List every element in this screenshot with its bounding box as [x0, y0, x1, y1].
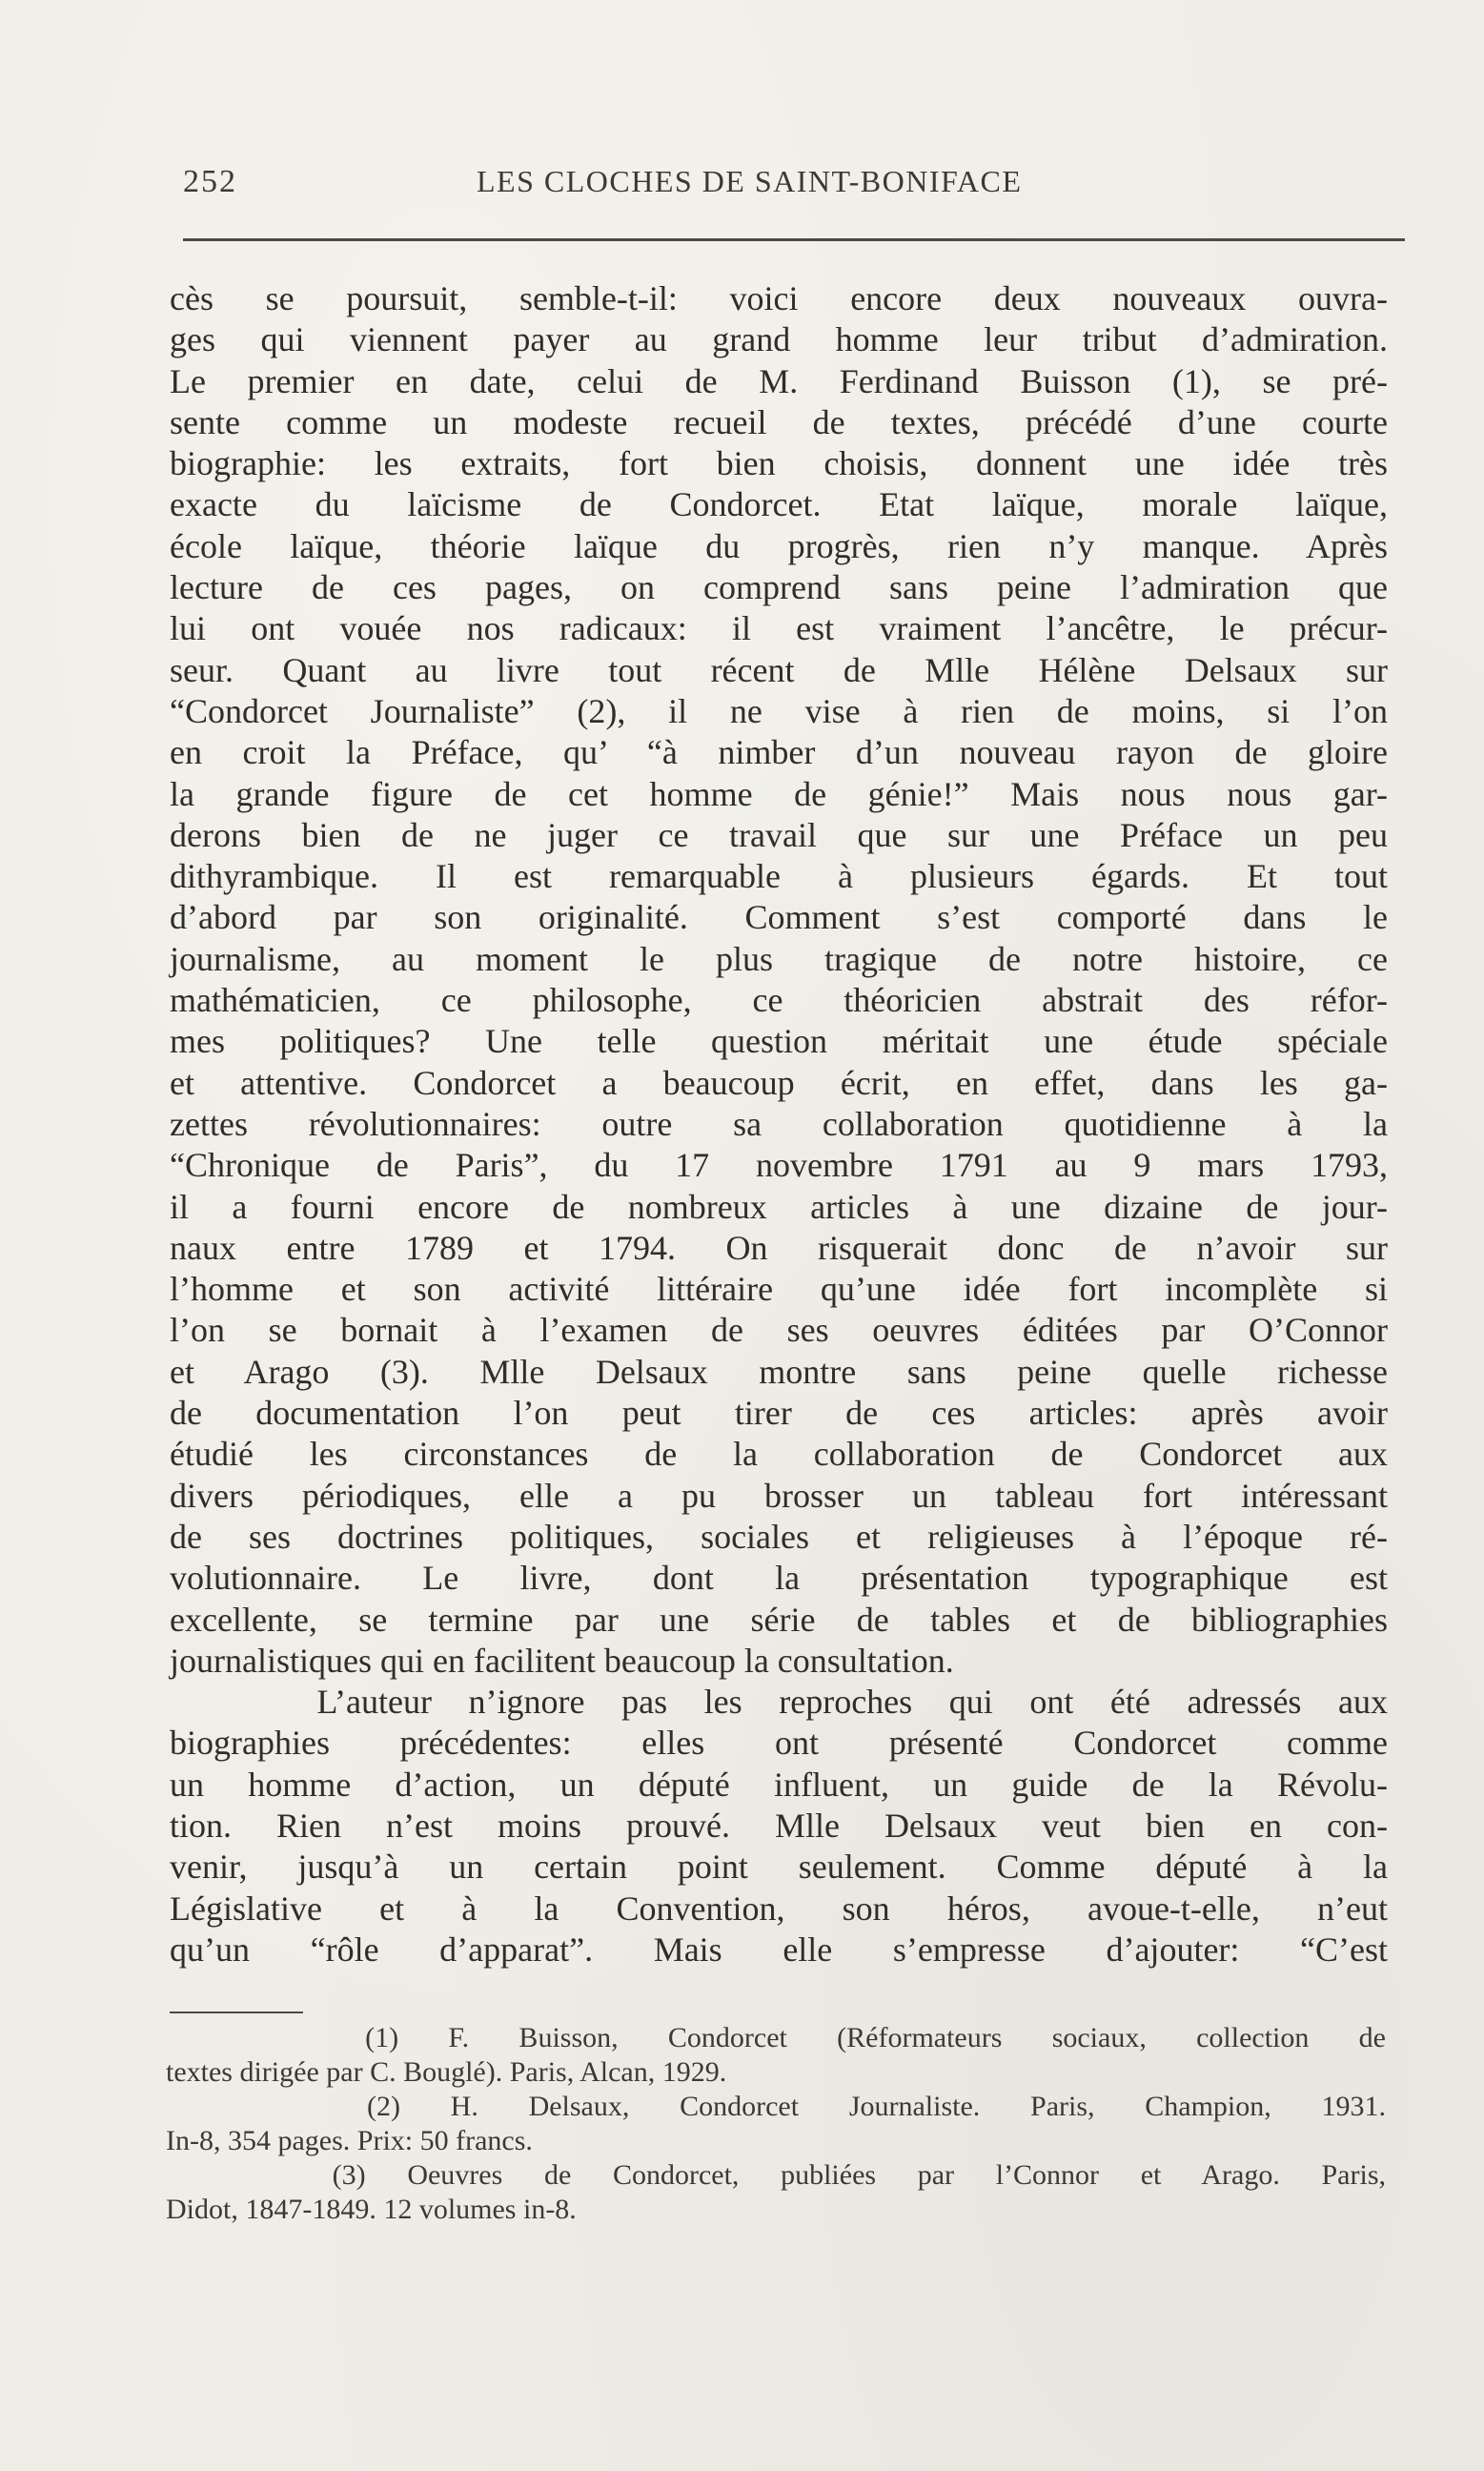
text-line: Le premier en date, celui de M. Ferdinand Buisson (1), se pré-: [170, 361, 1388, 400]
text-line: ges qui viennent payer au grand homme leur tribut d’admiration.: [170, 320, 1388, 359]
text-line: sente comme un modeste recueil de textes, précédé d’une courte: [170, 402, 1388, 441]
text-line: école laïque, théorie laïque du progrès, rien n’y manque. Après: [170, 526, 1388, 565]
text-line: L’auteur n’ignore pas les reproches qui ont été adressés aux: [170, 1683, 1388, 1722]
text-line: un homme d’action, un député influent, un guide de la Révolu-: [170, 1765, 1388, 1804]
footnote-line: Didot, 1847-1849. 12 volumes in-8.: [166, 2194, 577, 2225]
text-line: zettes révolutionnaires: outre sa collaboration quotidienne à la: [170, 1104, 1388, 1143]
text-line: lui ont vouée nos radicaux: il est vraiment l’ancêtre, le précur-: [170, 609, 1388, 648]
text-line: tion. Rien n’est moins prouvé. Mlle Delsaux veut bien en con-: [170, 1806, 1388, 1845]
text-line: volutionnaire. Le livre, dont la présentation typographique est: [170, 1559, 1388, 1598]
page-header: [183, 164, 1403, 212]
text-line: qu’un “rôle d’apparat”. Mais elle s’empresse d’ajouter: “C’est: [170, 1930, 1388, 1969]
text-line: exacte du laïcisme de Condorcet. Etat laïque, morale laïque,: [170, 485, 1388, 524]
text-line: il a fourni encore de nombreux articles à une dizaine de jour-: [170, 1187, 1388, 1226]
header-rule: [183, 238, 1405, 241]
text-line: Législative et à la Convention, son héros, avoue-t-elle, n’eut: [170, 1889, 1388, 1928]
footnote-line: textes dirigée par C. Bouglé). Paris, Alcan, 1929.: [166, 2056, 727, 2088]
text-line: cès se poursuit, semble-t-il: voici encore deux nouveaux ouvra-: [170, 279, 1388, 317]
text-line: la grande figure de cet homme de génie!” Mais nous nous gar-: [170, 774, 1388, 813]
text-line: excellente, se termine par une série de tables et de bibliographies: [170, 1600, 1388, 1639]
text-line: et attentive. Condorcet a beaucoup écrit, en effet, dans les ga-: [170, 1063, 1388, 1102]
text-line: naux entre 1789 et 1794. On risquerait donc de n’avoir sur: [170, 1228, 1388, 1267]
footnote-line: (1) F. Buisson, Condorcet (Réformateurs sociaux, collection de: [166, 2022, 1386, 2053]
text-line: l’on se bornait à l’examen de ses oeuvres éditées par O’Connor: [170, 1311, 1388, 1350]
running-title: LES CLOCHES DE SAINT-BONIFACE: [477, 164, 1023, 198]
text-line: journalisme, au moment le plus tragique de notre histoire, ce: [170, 939, 1388, 978]
text-line: dithyrambique. Il est remarquable à plusieurs égards. Et tout: [170, 857, 1388, 896]
text-line: d’abord par son originalité. Comment s’est comporté dans le: [170, 898, 1388, 937]
text-line: “Chronique de Paris”, du 17 novembre 1791 au 9 mars 1793,: [170, 1146, 1388, 1185]
footnote-line: (2) H. Delsaux, Condorcet Journaliste. Paris, Champion, 1931.: [166, 2091, 1386, 2122]
text-line: seur. Quant au livre tout récent de Mlle Hélène Delsaux sur: [170, 650, 1388, 689]
text-line: étudié les circonstances de la collaboration de Condorcet aux: [170, 1435, 1388, 1474]
text-line: “Condorcet Journaliste” (2), il ne vise à rien de moins, si l’on: [170, 691, 1388, 730]
text-line: mathématicien, ce philosophe, ce théoricien abstrait des réfor-: [170, 981, 1388, 1020]
text-line: l’homme et son activité littéraire qu’une idée fort incomplète si: [170, 1270, 1388, 1309]
text-line: lecture de ces pages, on comprend sans peine l’admiration que: [170, 568, 1388, 607]
text-line: venir, jusqu’à un certain point seulement. Comme député à la: [170, 1848, 1388, 1887]
footnote-rule: [170, 2012, 303, 2013]
text-line: de ses doctrines politiques, sociales et religieuses à l’époque ré-: [170, 1517, 1388, 1556]
page-number: 252: [183, 164, 237, 199]
text-line: de documentation l’on peut tirer de ces articles: après avoir: [170, 1394, 1388, 1433]
text-line: mes politiques? Une telle question méritait une étude spéciale: [170, 1022, 1388, 1061]
text-line: biographies précédentes: elles ont présenté Condorcet comme: [170, 1724, 1388, 1763]
footnote-line: (3) Oeuvres de Condorcet, publiées par l’Connor et Arago. Paris,: [166, 2159, 1386, 2191]
text-line: journalistiques qui en facilitent beaucoup la consultation.: [170, 1641, 954, 1680]
text-line: en croit la Préface, qu’ “à nimber d’un nouveau rayon de gloire: [170, 733, 1388, 772]
text-line: biographie: les extraits, fort bien choisis, donnent une idée très: [170, 444, 1388, 483]
text-line: derons bien de ne juger ce travail que sur une Préface un peu: [170, 815, 1388, 854]
body-text: [170, 278, 1388, 1971]
text-line: divers périodiques, elle a pu brosser un tableau fort intéressant: [170, 1476, 1388, 1515]
footnotes: [166, 2021, 1386, 2227]
footnote-line: In-8, 354 pages. Prix: 50 francs.: [166, 2125, 533, 2156]
text-line: et Arago (3). Mlle Delsaux montre sans peine quelle richesse: [170, 1352, 1388, 1391]
